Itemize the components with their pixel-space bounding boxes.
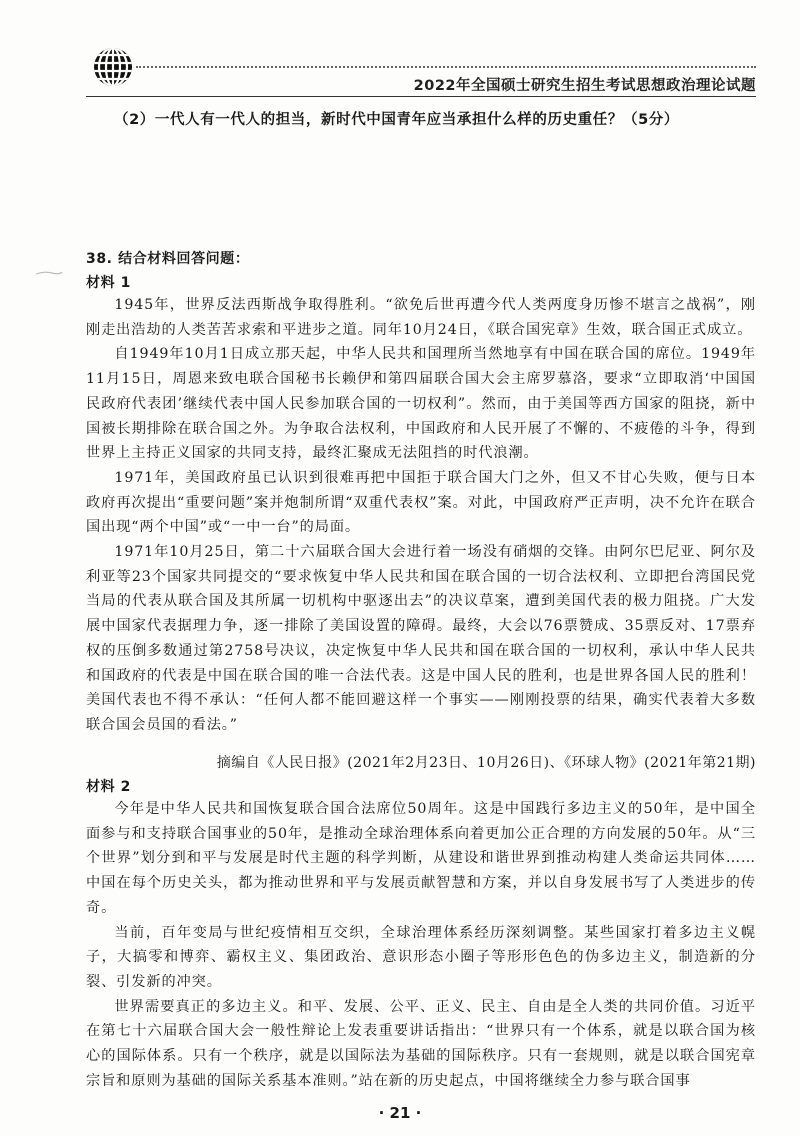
material-1-source: 摘编自《人民日报》(2021年2月23日、10月26日)、《环球人物》(2021年第21期): [216, 755, 756, 771]
material-1-label: 材料 1: [86, 275, 132, 291]
header-dotted-line: [136, 66, 756, 68]
material-1-paragraph: 自1949年10月1日成立那天起，中华人民共和国理所当然地享有中国在联合国的席位。1949年11月15日，周恩来致电联合国秘书长赖伊和第四届联合国大会主席罗慕洛，要求“立即取消‘中国国民政府代表团’继续代表中国人民参加联合国的一切权利”。然而，由于美国等西方国家的阻挠，新中国被长期排除在联合国之外。为争取合法权利，中国政府和人民开展了不懈的、不疲倦的斗争，得到世界上主持正义国家的共同支持，最终汇聚成无法阻挡的时代浪潮。: [86, 346, 756, 462]
material-2-paragraph: 世界需要真正的多边主义。和平、发展、公平、正义、民主、自由是全人类的共同价值。习近平在第七十六届联合国大会一般性辩论上发表重要讲话指出：“世界只有一个体系，就是以联合国为核心的国际体系。只有一个秩序，就是以国际法为基础的国际秩序。只有一套规则，就是以联合国宪章宗旨和原则为基础的国际关系基本准则。”站在新的历史起点，中国将继续全力参与联合国事: [86, 998, 756, 1089]
material-1-paragraph: 1971年10月25日，第二十六届联合国大会进行着一场没有硝烟的交锋。由阿尔巴尼亚、阿尔及利亚等23个国家共同提交的“要求恢复中华人民共和国在联合国的一切合法权利、立即把台湾国民党当局的代表从联合国及其所属一切机构中驱逐出去”的决议草案，遭到美国代表的极力阻挠。广大发展中国家代表据理力争，逐一排除了美国设置的障碍。最终，大会以76票赞成、35票反对、17票弃权的压倒多数通过第2758号决议，决定恢复中华人民共和国在联合国的一切权利，承认中华人民共和国政府的代表是中国在联合国的唯一合法代表。这是中国人民的胜利，也是世界各国人民的胜利！美国代表也不得不承认：“任何人都不能回避这样一个事实——刚刚投票的结果，确实代表着大多数联合国会员国的看法。”: [86, 544, 756, 733]
header-rule: [86, 96, 756, 97]
page-header-title: 2022年全国硕士研究生招生考试思想政治理论试题: [413, 78, 756, 94]
page-number: · 21 ·: [378, 1104, 422, 1122]
material-2-paragraph: 当前，百年变局与世纪疫情相互交织，全球治理体系经历深刻调整。某些国家打着多边主义幌子，大搞零和博弈、霸权主义、集团政治、意识形态小圈子等形形色色的伪多边主义，制造新的分裂、引发新的冲突。: [86, 924, 756, 990]
material-2-body: [86, 797, 756, 1093]
question-38-title: 38. 结合材料回答问题：: [86, 251, 250, 267]
material-2-label: 材料 2: [86, 779, 132, 795]
scan-smudge: [34, 268, 64, 278]
globe-logo-icon: [92, 46, 134, 88]
material-1-paragraph: 1945年，世界反法西斯战争取得胜利。“欲免后世再遭今代人类两度身历惨不堪言之战祸”，刚刚走出浩劫的人类苦苦求索和平进步之道。同年10月24日，《联合国宪章》生效，联合国正式成立。: [86, 297, 756, 338]
material-2-paragraph: 今年是中华人民共和国恢复联合国合法席位50周年。这是中国践行多边主义的50年，是中国全面参与和支持联合国事业的50年，是推动全球治理体系向着更加公正合理的方向发展的50年。从“三个世界”划分到和平与发展是时代主题的科学判断，从建设和谐世界到推动构建人类命运共同体……中国在每个历史关头，都为推动世界和平与发展贡献智慧和方案，并以自身发展书写了人类进步的传奇。: [86, 801, 756, 916]
question-part-2: （2）一代人有一代人的担当，新时代中国青年应当承担什么样的历史重任？（5分）: [114, 112, 679, 128]
material-1-paragraph: 1971年，美国政府虽已认识到很难再把中国拒于联合国大门之外，但又不甘心失败，便与日本政府再次提出“重要问题”案并炮制所谓“双重代表权”案。对此，中国政府严正声明，决不允许在联合国出现“两个中国”或“一中一台”的局面。: [86, 469, 756, 536]
material-1-body: [86, 293, 756, 738]
